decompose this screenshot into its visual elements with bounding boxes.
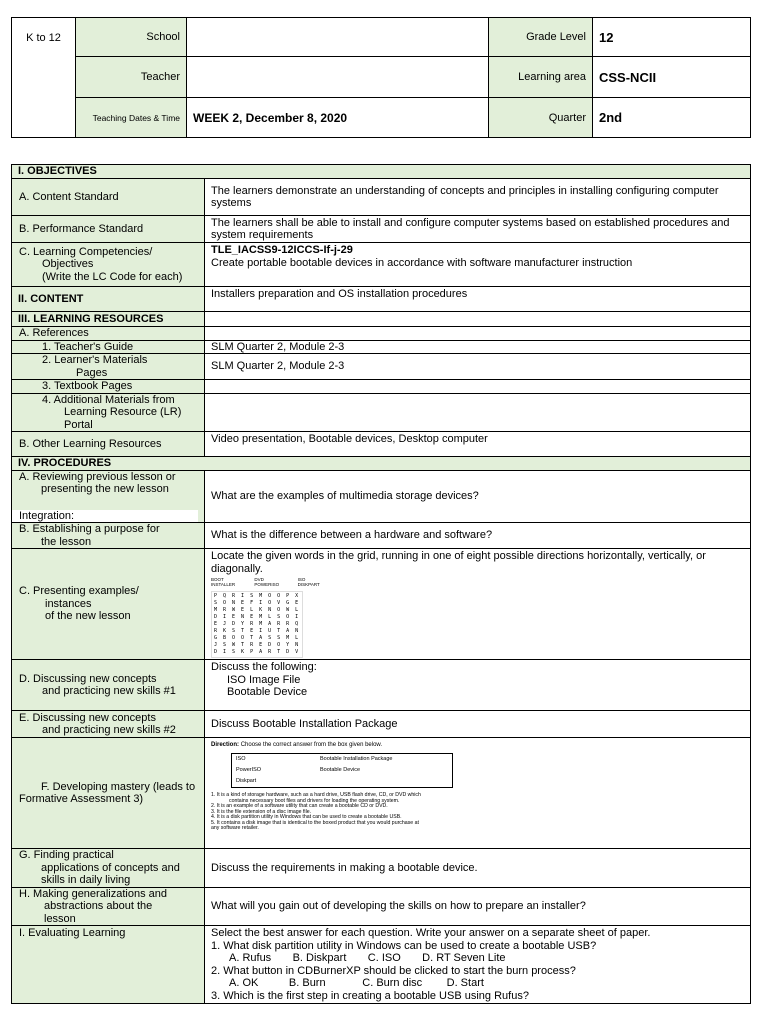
learners-materials-label [12,354,205,380]
word-search-row: R K S T E I U T A N [214,628,300,634]
other-resources-value: Video presentation, Bootable devices, Desktop computer [205,432,751,457]
g-label-line-2: applications of concepts and [41,861,180,874]
finding-applications-value: Discuss the requirements in making a bootable device. [205,849,751,888]
header-table [11,17,751,138]
discussing-concepts-2-label [12,711,205,738]
discussing-concepts-1-value [205,660,751,711]
f-label-line-2: Formative Assessment 3) [19,793,144,805]
evaluation-line: 3. Which is the first step in creating a bootable USB using Rufus? [211,989,529,1002]
direction-text: Choose the correct answer from the box given below. [240,742,383,748]
k12-label: K to 12 [12,18,76,138]
grade-level-value: 12 [593,18,751,57]
content-value: Installers preparation and OS installation procedures [205,287,751,312]
establishing-purpose-label [12,523,205,549]
word-search-words [211,577,331,587]
evaluating-learning-label: I. Evaluating Learning [12,926,205,1004]
reviewing-lesson-value: What are the examples of multimedia storage devices? [205,470,751,523]
word-diskpart: DISKPART [297,582,320,587]
d-label-line-1: D. Discussing new concepts [19,672,157,685]
choice-poweriso: PowerISO [236,767,262,773]
learners-materials-value: SLM Quarter 2, Module 2-3 [205,354,751,380]
evaluation-line: 1. What disk partition utility in Windows can be used to create a bootable USB? [211,939,597,952]
learning-competencies-value [205,243,751,287]
teacher-label: Teacher [76,57,187,98]
word-installer: INSTALLER [211,582,236,587]
content-standard-label: A. Content Standard [12,179,205,216]
choice-iso: ISO [236,756,246,762]
d-label-line-2: and practicing new skills #1 [42,685,176,697]
learning-resources-empty [205,312,751,327]
other-resources-label: B. Other Learning Resources [12,432,205,457]
answer-choices-box [231,753,453,788]
evaluation-choices: A. Rufus B. Diskpart C. ISO D. RT Seven Lite [229,952,506,964]
g-label-line-3: skills in daily living [41,874,131,886]
d-value-line-3: Bootable Device [227,686,308,698]
content-standard-value: The learners demonstrate an understanding of concepts and principles in installing configuring computer systems [205,179,751,216]
textbook-pages-label: 3. Textbook Pages [12,380,205,394]
developing-mastery-label [12,738,205,849]
teachers-guide-value: SLM Quarter 2, Module 2-3 [205,340,751,354]
procedures-heading: IV. PROCEDURES [12,457,751,471]
objectives-heading: I. OBJECTIVES [12,165,751,179]
additional-materials-label [12,393,205,432]
assessment-item: contains necessary boot files and drivers for loading the operating system. [229,797,400,804]
choice-bootable-package: Bootable Installation Package [320,756,393,762]
additional-label-line-1: 4. Additional Materials from [42,393,175,406]
word-search-row: E J D Y R M A R R Q [214,621,300,627]
integration-label: Integration: [12,510,198,523]
generalizations-value: What will you gain out of developing the skills on how to prepare an installer? [205,887,751,926]
evaluation-line: 2. What button in CDBurnerXP should be clicked to start the burn process? [211,964,576,977]
assessment-item: any software retailer. [211,825,259,831]
performance-standard-value: The learners shall be able to install and configure computer systems based on established procedures and system requirements [205,216,751,243]
school-label: School [76,18,187,57]
references-label: A. References [12,327,205,341]
direction-label: Direction: [211,742,240,748]
a-label-line-1: A. Reviewing previous lesson or [19,470,176,483]
a-label-line-2: presenting the new lesson [41,483,169,495]
presenting-examples-label [12,549,205,660]
word-search-row: J S W T R E D O Y N [214,642,300,648]
finding-applications-label [12,849,205,888]
c-label-line-3: of the new lesson [45,610,131,623]
assessment-item: 1. It is a kind of storage hardware, such as a hard drive, USB flash drive, CD, or DVD which [211,792,421,798]
word-search-row: G B O O T A S S M L [214,635,300,641]
additional-label-line-3: Portal [64,418,93,431]
choice-bootable-device: Bootable Device [320,767,361,773]
discussing-concepts-2-value: Discuss Bootable Installation Package [205,711,751,738]
learning-resources-heading: III. LEARNING RESOURCES [12,312,205,327]
learners-label-line-1: 2. Learner's Materials [42,354,148,366]
d-value-line-1: Discuss the following: [211,661,317,673]
additional-label-line-2: Learning Resource (LR) [64,406,182,418]
teachers-guide-label: 1. Teacher's Guide [12,340,205,354]
word-poweriso: POWERISO [254,582,280,587]
assessment-item: 3. It is the file extension of a disc image file. [211,808,312,815]
presenting-examples-value [205,549,751,660]
learning-competencies-label [12,243,205,287]
teaching-dates-value: WEEK 2, December 8, 2020 [187,98,489,138]
g-label-line-1: G. Finding practical [19,849,114,861]
evaluation-line: Select the best answer for each question. Write your answer on a separate sheet of paper. [211,927,651,939]
d-value-line-2: ISO Image File [227,673,301,686]
word-search-row: D I E N E M L S O I [214,614,300,620]
formative-assessment-box [211,742,461,832]
word-iso: ISO [297,577,306,582]
word-search-instructions: Locate the given words in the grid, running in one of eight possible directions horizontally, vertically, or diagonally. [211,550,706,575]
word-search-row: S O N E F I O V G E [214,600,300,606]
school-value [187,18,489,57]
lc-text: Create portable bootable devices in accordance with software manufacturer instruction [211,256,633,269]
teacher-value [187,57,489,98]
learning-area-value: CSS-NCII [593,57,751,98]
h-label-line-1: H. Making generalizations and [19,887,167,900]
f-label-line-1: F. Developing mastery (leads to [41,780,196,793]
word-search-row: D I S K P A R T D V [214,649,300,655]
lesson-plan-table [11,164,751,1004]
quarter-label: Quarter [489,98,593,138]
e-label-line-1: E. Discussing new concepts [19,711,156,724]
performance-standard-label: B. Performance Standard [12,216,205,243]
word-search-grid [211,591,303,658]
teaching-dates-label: Teaching Dates & Time [76,98,187,138]
reviewing-lesson-label [12,470,205,523]
discussing-concepts-1-label [12,660,205,711]
assessment-item: 5. It contains a disk image that is identical to the boxed product that you would purchase at [211,819,419,826]
choice-diskpart: Diskpart [236,778,257,784]
c-label-line-1: C. Presenting examples/ [19,585,139,598]
lc-code: TLE_IACSS9-12ICCS-If-j-29 [211,244,353,256]
textbook-pages-empty [205,380,751,394]
word-search-row: P Q R I S M O O P X [214,593,300,599]
quarter-value: 2nd [593,98,751,138]
b-label-line-1: B. Establishing a purpose for [19,523,160,535]
references-empty [205,327,751,341]
generalizations-label [12,887,205,926]
h-label-line-2: abstractions about the [44,900,153,912]
h-label-line-3: lesson [44,912,76,925]
grade-level-label: Grade Level [489,18,593,57]
c-label-line-2: instances [45,597,92,610]
learners-label-line-2: Pages [76,366,108,379]
competency-label-line-1: C. Learning Competencies/ [19,245,153,258]
word-dvd: DVD [254,577,264,582]
assessment-item: 2. It is an example of a software utility that can create a bootable CD or DVD. [211,803,388,809]
assessment-items [211,793,461,832]
competency-label-line-3: (Write the LC Code for each) [42,270,183,283]
learning-area-label: Learning area [489,57,593,98]
content-heading: II. CONTENT [12,287,205,312]
evaluating-learning-value [205,926,751,1004]
additional-materials-empty [205,393,751,432]
evaluation-choices: A. OK B. Burn C. Burn disc D. Start [229,977,484,989]
establishing-purpose-value: What is the difference between a hardware and software? [205,523,751,549]
competency-label-line-2: Objectives [42,258,94,271]
word-boot: BOOT [211,577,224,582]
e-label-line-2: and practicing new skills #2 [42,724,176,736]
b-label-line-2: the lesson [41,535,92,548]
developing-mastery-value [205,738,751,849]
assessment-item: 4. It is a disk partition utility in Windows that can be used to create a bootable USB. [211,814,402,820]
word-search-row: M R W E L K N O W L [214,607,300,613]
